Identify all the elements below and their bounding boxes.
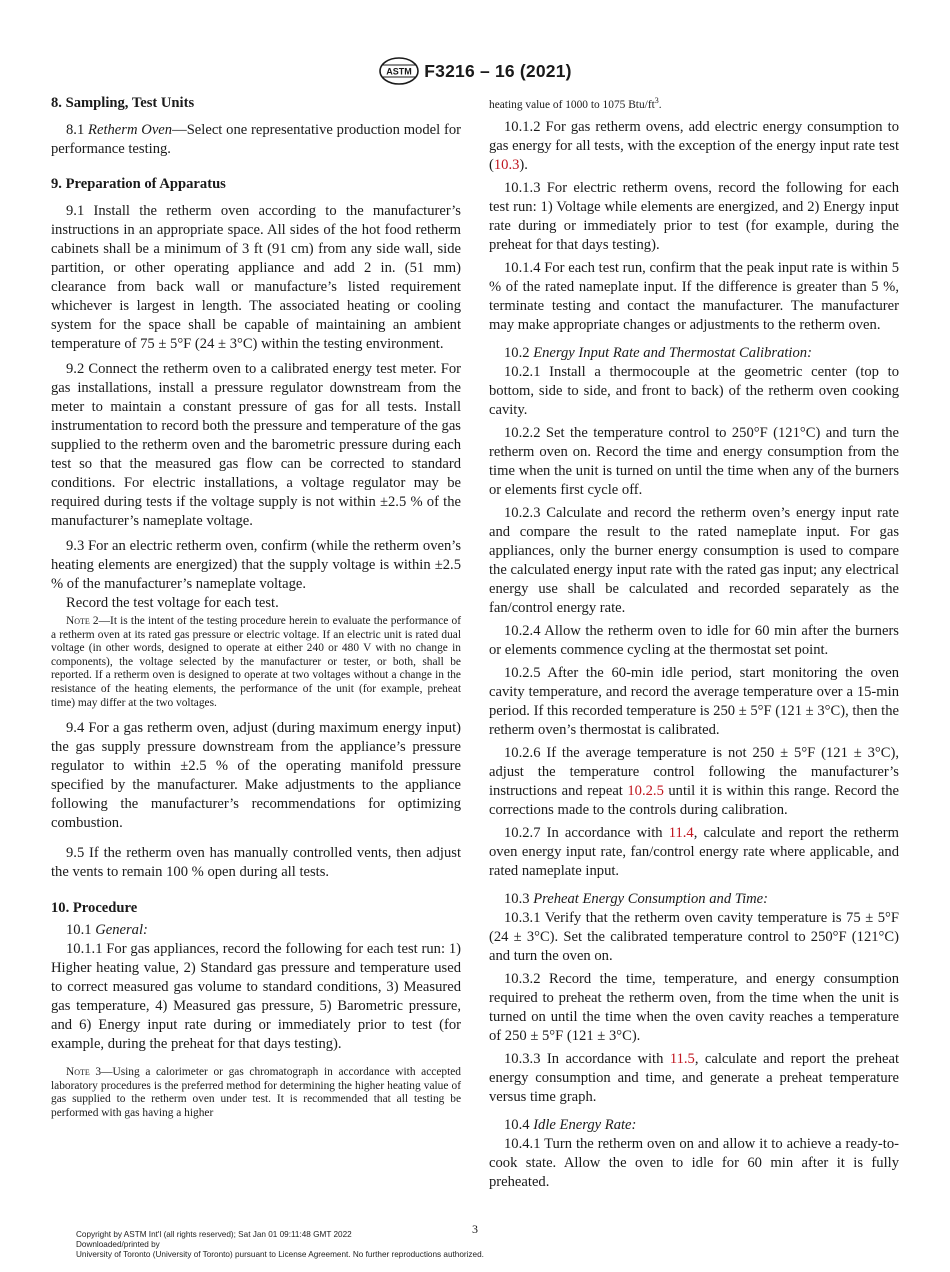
paragraph-10-4: 10.4 Idle Energy Rate: — [504, 1117, 637, 1134]
reference-10-3-link[interactable]: 10.3 — [493, 157, 520, 174]
paragraph-10-2-1: 10.2.1 Install a thermocouple at the geometric center (top to bottom, side to side, and front to back) of the retherm oven cooking cavity. — [489, 364, 899, 419]
paragraph-10-2-4: 10.2.4 Allow the retherm oven to idle for 60 min after the burners or elements commence cycling at the thermostat set point. — [489, 623, 899, 659]
copyright-footer — [76, 1230, 484, 1261]
paragraph-9-3-record: Record the test voltage for each test. — [66, 595, 279, 611]
paragraph-10-4-1: 10.4.1 Turn the retherm oven on and allow it to achieve a ready-to-cook state. Allow the oven to idle for 60 min after it is fully preheated. — [489, 1136, 899, 1191]
paragraph-8-1: 8.1 Retherm Oven—Select one representative production model for performance testing. — [51, 122, 461, 157]
section-9-heading: 9. Preparation of Apparatus — [51, 176, 226, 192]
page-number: 3 — [472, 1222, 478, 1236]
note-3-continued: heating value of 1000 to 1075 Btu/$ft^3$. — [489, 96, 662, 111]
section-8-heading: 8. Sampling, Test Units — [51, 95, 195, 111]
reference-11-5-link[interactable]: 11.5 — [669, 1051, 695, 1068]
paragraph-9-4: 9.4 For a gas retherm oven, adjust (during maximum energy input) the gas supply pressure downstream from the appliance’s pressure regulator to within ±2.5 % of the operating manifold pressure specified by the manufacturer. Make adjustments to the appliance following the manufacturer’s recommendations for optimizing combustion. — [51, 720, 461, 832]
reference-10-2-5-link[interactable]: 10.2.5 — [627, 783, 664, 800]
footer-line-3: University of Toronto (University of Toronto) pursuant to License Agreement. No further reproductions authorized. — [76, 1250, 484, 1260]
footer-line-2: Downloaded/printed by — [76, 1240, 160, 1250]
paragraph-10-3: 10.3 Preheat Energy Consumption and Time: — [504, 891, 769, 908]
footer-line-1: Copyright by ASTM Int'l (all rights reserved); Sat Jan 01 09:11:48 GMT 2022 — [76, 1230, 352, 1239]
paragraph-9-3: 9.3 For an electric retherm oven, confirm (while the retherm oven’s heating elements are energized) that the supply voltage is within ±2.5 % of the manufacturer’s nameplate voltage. — [51, 538, 461, 592]
paragraph-9-1: 9.1 Install the retherm oven according to the manufacturer’s instructions in an appropriate space. All sides of the hot food retherm cabinets shall be a minimum of 3 ft (91 cm) from any side wall, side partition, or other operating appliance and add 2 in. (51 mm) clearance from back wall or manufacture’s listed requirement whichever is largest in length. The associated heating or cooling system for the space shall be capable of maintaining an ambient temperature of 75 ± 5°F (24 ± 3°C) within the testing environment. — [51, 203, 461, 352]
paragraph-9-2: 9.2 Connect the retherm oven to a calibrated energy test meter. For gas installations, install a pressure regulator downstream from the meter to maintain a constant pressure of gas for all tests. Install instrumentation to record both the pressure and temperature of the gas supplied to the retherm oven and the barometric pressure during each test so that the measured gas flow can be corrected to standard conditions. For electric installations, a voltage regulator may be required during tests if the voltage supply is not within ±2.5 % of the manufacturer’s nameplate voltage. — [51, 361, 461, 529]
paragraph-10-1-4: 10.1.4 For each test run, confirm that the peak input rate is within 5 % of the rated nameplate input. If the difference is greater than 5 %, terminate testing and contact the manufacturer. The manufacturer may make appropriate changes or adjustments to the retherm oven. — [489, 260, 899, 334]
paragraph-10-2-3: 10.2.3 Calculate and record the retherm oven’s energy input rate and compare the result to the rated nameplate input. For gas appliances, only the burner energy consumption is used to compare the calculated energy input rate with the rated gas input; any electrical energy use shall be calculated and recorded separately as the fan/control energy rate. — [489, 505, 899, 617]
document-id: F3216 – 16 (2021) — [424, 60, 572, 81]
paragraph-9-5: 9.5 If the retherm oven has manually controlled vents, then adjust the vents to remain 100 % open during all tests. — [51, 845, 461, 881]
paragraph-10-2-6: 10.2.6 If the average temperature is not 250 ± 5°F (121 ± 3°C), adjust the temperature control following the manufacturer’s instructions and repeat 10.2.5 until it is within this range. Record the corrections made to the controls during calibration. — [489, 745, 900, 819]
section-10-heading: 10. Procedure — [51, 900, 138, 917]
left-column — [51, 92, 461, 1121]
astm-logo-text: ASTM — [386, 66, 413, 77]
right-column — [489, 94, 899, 1192]
paragraph-10-3-2: 10.3.2 Record the time, temperature, and energy consumption required to preheat the retherm oven, from the time when the unit is turned on until the time when the oven cavity reaches a temperature of 250 ± 5°F (121 ± 3°C). — [489, 971, 899, 1045]
paragraph-10-2-7: 10.2.7 In accordance with 11.4, calculate and report the retherm oven energy input rate, fan/control energy rate where applicable, and rated nameplate input. — [489, 825, 899, 880]
paragraph-10-1-2: 10.1.2 For gas retherm ovens, add electric energy consumption to gas energy for all tests, with the exception of the energy input rate test (10.3). — [489, 119, 899, 174]
paragraph-10-1-3: 10.1.3 For electric retherm ovens, record the following for each test run: 1) Voltage while elements are energized, and 2) Energy input rate during or immediately prior to test (for example, during the preheat for that days testing). — [489, 180, 899, 254]
page-header — [0, 56, 950, 86]
paragraph-10-2: 10.2 Energy Input Rate and Thermostat Calibration: — [504, 345, 812, 362]
note-3: Note 3—Using a calorimeter or gas chromatograph in accordance with accepted laboratory procedures is the preferred method for determining the higher heating value of gas supplied to the retherm oven under test. It is recommended that all testing be performed with gas having a higher — [51, 1066, 461, 1119]
paragraph-10-3-1: 10.3.1 Verify that the retherm oven cavity temperature is 75 ± 5°F (24 ± 3°C). Set the calibrated temperature control to 250°F (121°C) and turn the oven on. — [489, 910, 899, 965]
reference-11-4-link[interactable]: 11.4 — [668, 825, 694, 842]
paragraph-10-3-3: 10.3.3 In accordance with 11.5, calculate and report the preheat energy consumption and time, and generate a preheat temperature versus time graph. — [489, 1051, 899, 1106]
note-2: Note 2—It is the intent of the testing procedure herein to evaluate the performance of a retherm oven at its rated gas pressure or electric voltage. If an electric unit is rated dual voltage (in other words, designed to operate at either 240 or 480 V with no change in components), the voltage selected by the manufacturer or tester, or both, shall be reported. If a retherm oven is designed to operate at two voltages without a change in the resistance of the heating elements, the performance of the unit (for example, preheat time) may differ at the two voltages. — [51, 615, 461, 709]
paragraph-10-2-5: 10.2.5 After the 60-min idle period, start monitoring the oven cavity temperature, and record the average temperature over a 15-min period. If this recorded temperature is 250 ± 5°F (121 ± 3°C), then the retherm oven’s thermostat is calibrated. — [489, 665, 899, 739]
paragraph-10-1: 10.1 General: — [66, 922, 148, 939]
paragraph-10-1-1: 10.1.1 For gas appliances, record the following for each test run: 1) Higher heating value, 2) Standard gas pressure and temperature used to correct measured gas volume to standard conditions, 3) Measured gas temperature, 4) Measured gas pressure, 5) Barometric pressure, and 6) Energy input rate during or immediately prior to test (for example, during the preheat for that days testing). — [51, 941, 461, 1053]
paragraph-10-2-2: 10.2.2 Set the temperature control to 250°F (121°C) and turn the retherm oven on. Record the time and energy consumption from the time when the unit is turned on until the time when any of the burners or elements first cycle off. — [489, 425, 899, 499]
astm-logo-icon — [378, 56, 420, 86]
